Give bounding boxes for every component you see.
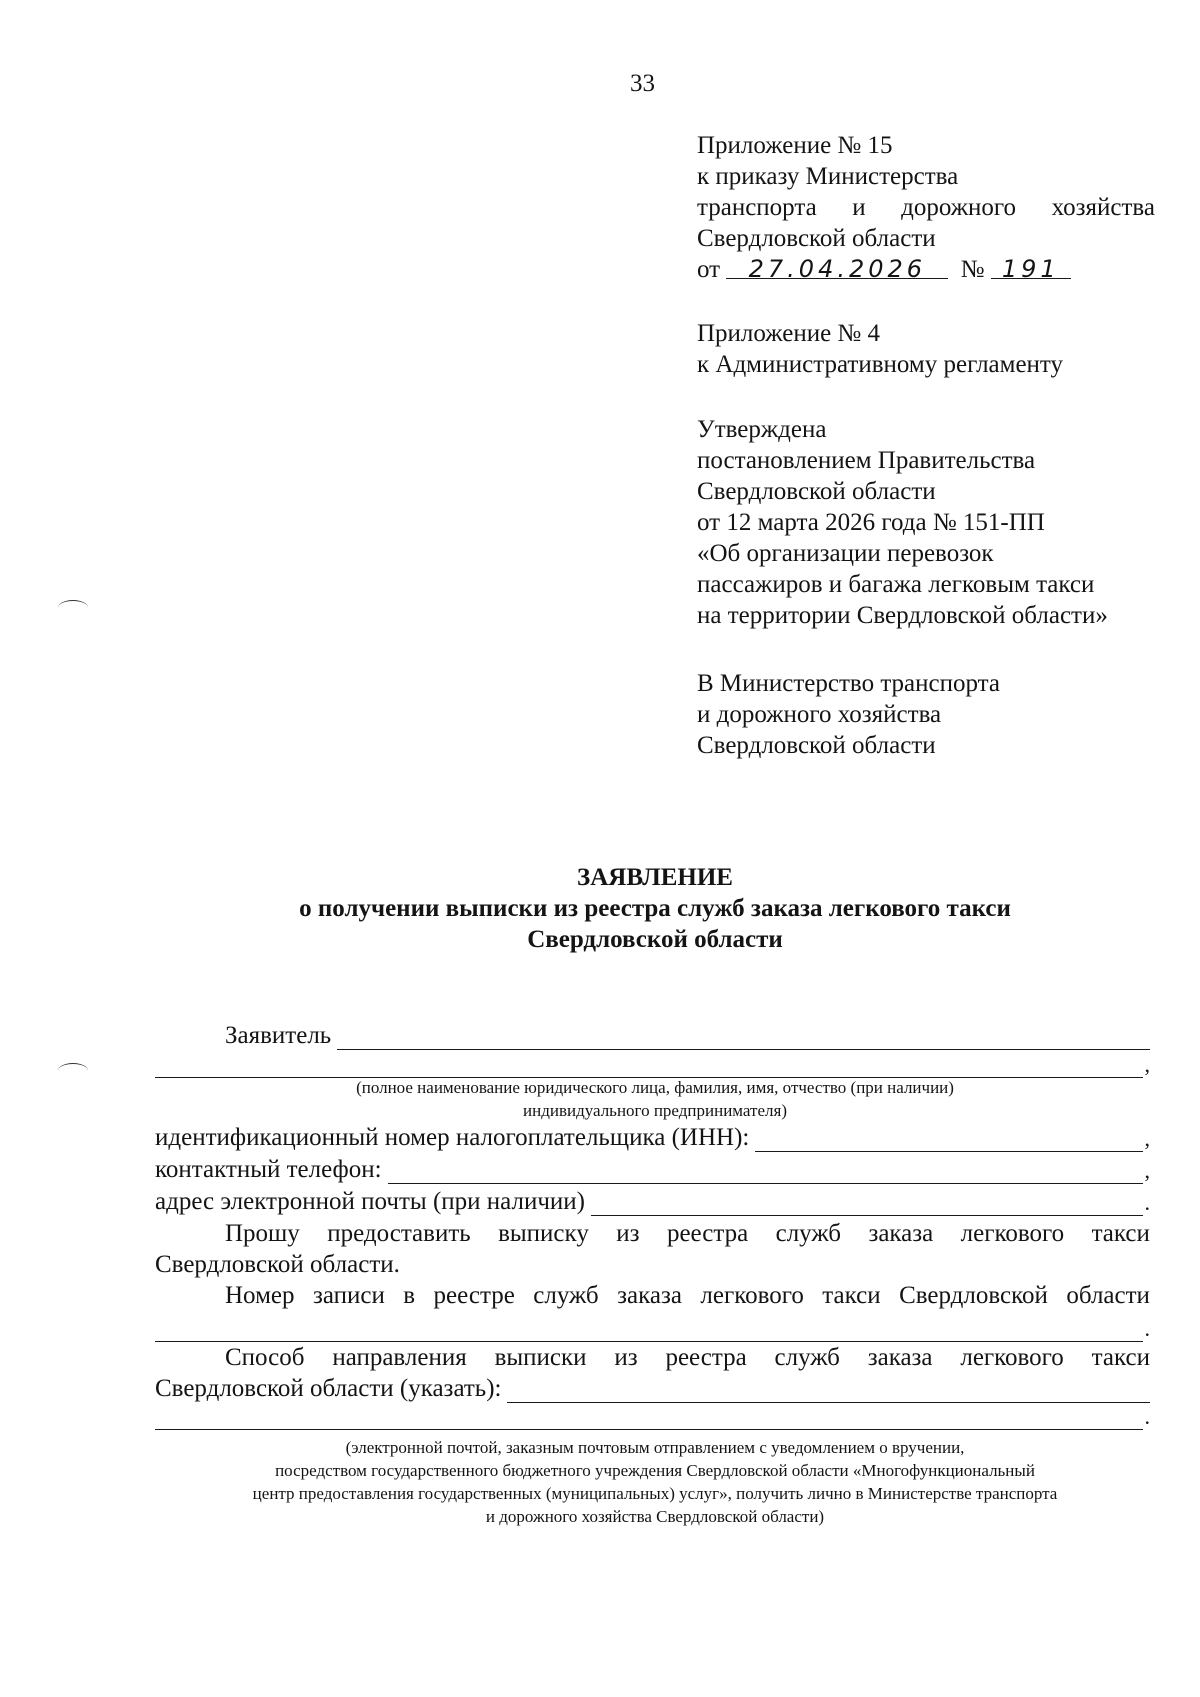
appendix-15-region: Свердловской области xyxy=(697,225,936,252)
record-number-row: . xyxy=(155,1316,1150,1342)
approved-block xyxy=(697,414,1108,631)
applicant-label: Заявитель xyxy=(225,1022,332,1049)
page-number: 33 xyxy=(630,70,655,97)
addressee-line: В Министерство транспорта xyxy=(697,670,1000,697)
approved-line: постановлением Правительства xyxy=(697,447,1036,474)
approved-line: «Об организации перевозок xyxy=(697,540,994,567)
approved-line: на территории Свердловской области» xyxy=(697,602,1108,629)
applicant-field-2[interactable] xyxy=(155,1057,1143,1078)
delivery-method-line-1: Способ направления выписки из реестра служб заказа легкового такси xyxy=(225,1344,1150,1371)
appendix-15-block xyxy=(697,130,1155,285)
handwritten-number: 191 xyxy=(991,254,1071,279)
approved-line: пассажиров и багажа легковым такси xyxy=(697,571,1095,598)
handwritten-date: 27.04.2026 xyxy=(726,254,948,279)
appendix-4-title: Приложение № 4 xyxy=(697,320,881,347)
delivery-method-hint: (электронной почтой, заказным почтовым отправлением с уведомлением о вручении, посредством государственного бюджетного учреждения Свердловской области «Многофункциональный центр предоставления государственных (муниципальных) услуг», получить лично в Министерстве транспорта и дорожного хозяйства Свердловской области) xyxy=(252,1438,1058,1526)
email-label: адрес электронной почты (при наличии) xyxy=(155,1188,585,1215)
delivery-method-row xyxy=(155,1375,1150,1403)
delivery-method-field[interactable] xyxy=(507,1382,1150,1403)
punch-hole-mark xyxy=(58,600,88,615)
document-title xyxy=(0,862,1200,955)
appendix-4-block xyxy=(697,318,1063,380)
appendix-4-regulation: к Административному регламенту xyxy=(697,351,1064,378)
delivery-method-label: Свердловской области (указать): xyxy=(155,1375,502,1402)
addressee-line: и дорожного хозяйства xyxy=(697,701,942,728)
applicant-row xyxy=(225,1022,1150,1050)
appendix-15-order: к приказу Министерства xyxy=(697,163,959,190)
applicant-hint: (полное наименование юридического лица, фамилия, имя, отчество (при наличии) индивидуального предпринимателя) xyxy=(356,1078,954,1120)
appendix-15-ministry: транспорта и дорожного хозяйства xyxy=(697,194,1155,221)
punch-hole-mark xyxy=(58,1063,88,1078)
addressee-line: Свердловской области xyxy=(697,732,936,759)
request-line-1: Прошу предоставить выписку из реестра служб заказа легкового такси xyxy=(225,1220,1150,1247)
approved-line: Утверждена xyxy=(697,416,827,443)
document-title-main: ЗАЯВЛЕНИЕ xyxy=(577,864,733,891)
applicant-row-2: , xyxy=(155,1052,1150,1078)
approved-line: от 12 марта 2026 года № 151-ПП xyxy=(697,509,1045,536)
request-line-2: Свердловской области. xyxy=(155,1251,400,1278)
applicant-field[interactable] xyxy=(337,1029,1150,1050)
record-number-label: Номер записи в реестре служб заказа легкового такси Свердловской области xyxy=(225,1282,1150,1309)
email-row: адрес электронной почты (при наличии) . xyxy=(155,1188,1150,1215)
inn-row: идентификационный номер налогоплательщика (ИНН): , xyxy=(155,1124,1150,1151)
inn-label: идентификационный номер налогоплательщика (ИНН): xyxy=(155,1124,750,1151)
email-field[interactable] xyxy=(591,1195,1143,1216)
record-number-field[interactable] xyxy=(155,1321,1143,1342)
delivery-method-field-2[interactable] xyxy=(155,1409,1143,1430)
inn-field[interactable] xyxy=(755,1131,1142,1152)
appendix-15-date-line: от 27.04.2026 № 191 xyxy=(697,254,1155,285)
phone-label: контактный телефон: xyxy=(155,1156,382,1183)
phone-field[interactable] xyxy=(388,1163,1143,1184)
approved-line: Свердловской области xyxy=(697,478,936,505)
addressee-block xyxy=(697,668,1000,761)
document-title-subject: о получении выписки из реестра служб заказа легкового такси xyxy=(299,895,1011,922)
phone-row: контактный телефон: , xyxy=(155,1156,1150,1183)
appendix-15-title: Приложение № 15 xyxy=(697,132,893,159)
document-title-region: Свердловской области xyxy=(527,926,783,953)
delivery-method-row-2: . xyxy=(155,1404,1150,1430)
